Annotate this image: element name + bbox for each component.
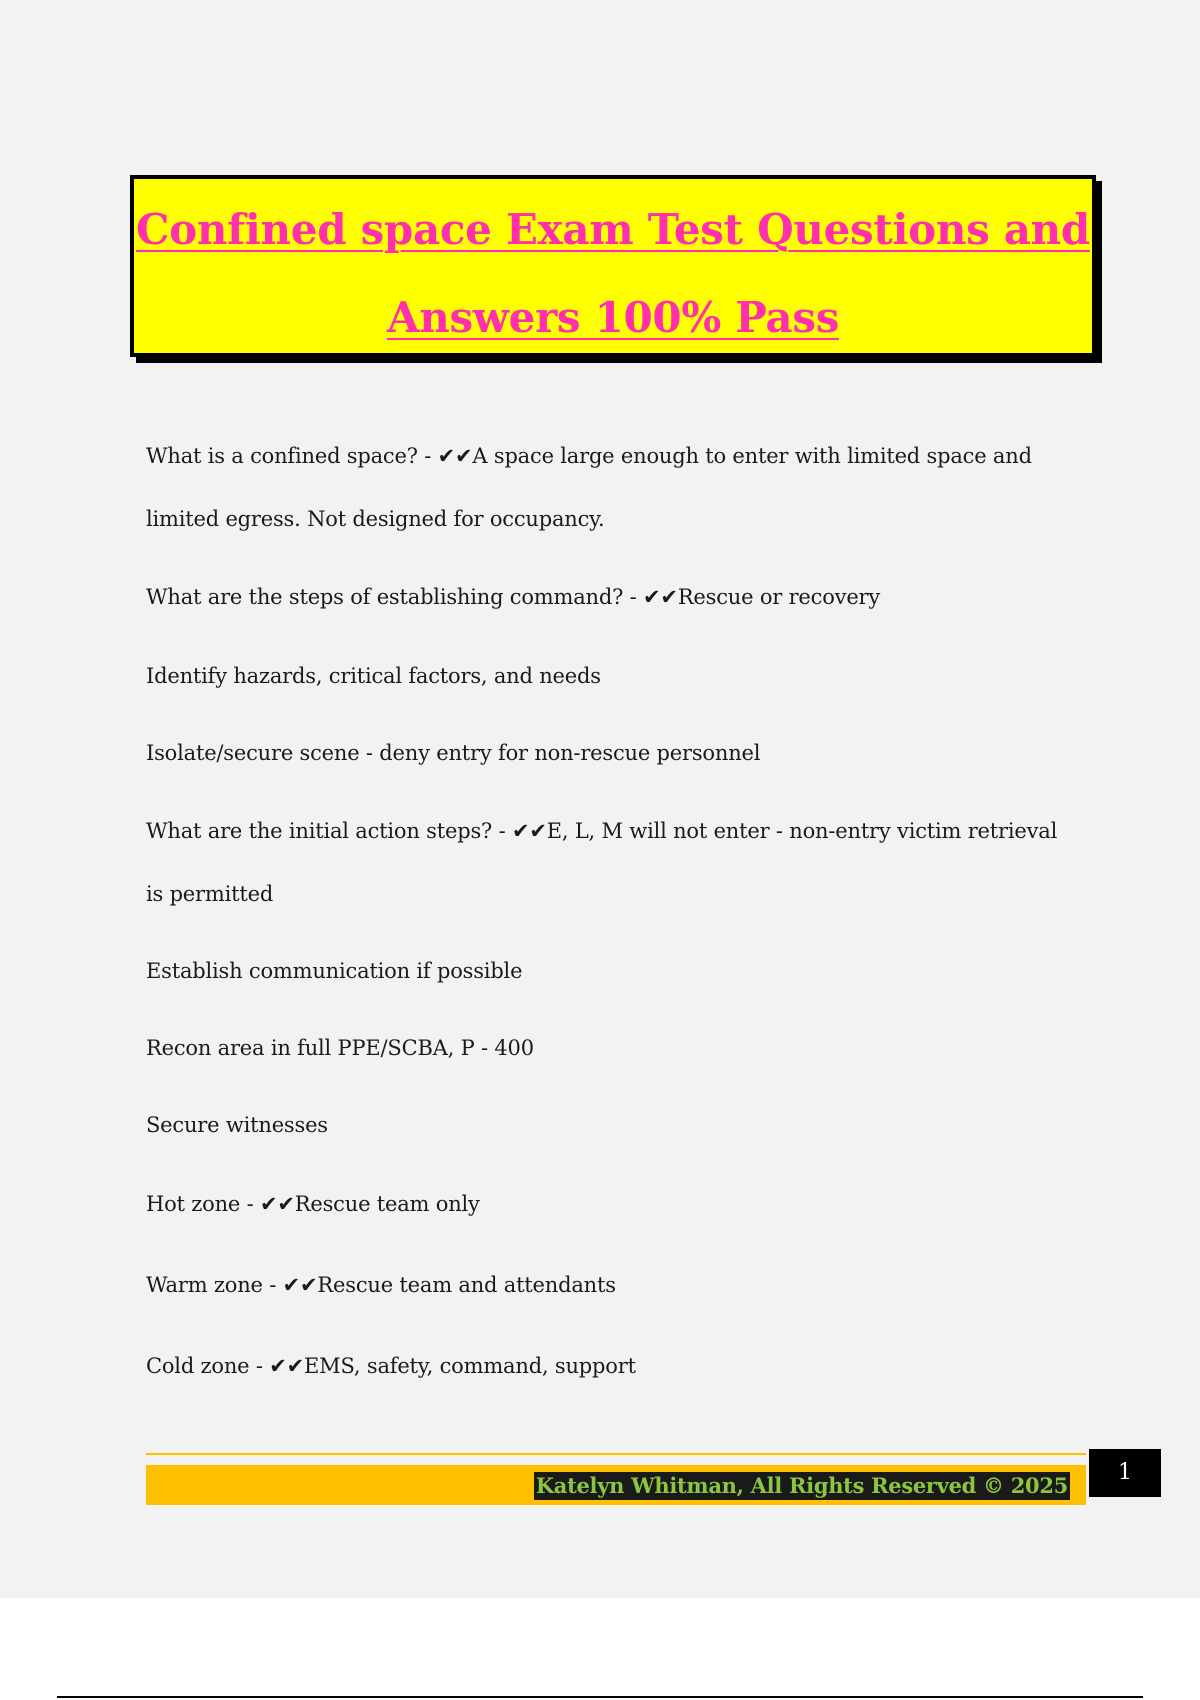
title-box <box>130 175 1096 357</box>
footer-divider <box>146 1453 1086 1455</box>
question-establishing-command: What are the steps of establishing command? - ✔✔Rescue or recovery <box>146 585 881 609</box>
footer-copyright: Katelyn Whitman, All Rights Reserved © 2025 <box>535 1473 1068 1498</box>
question-initial-action-steps: What are the initial action steps? - ✔✔E, L, M will not enter - non-entry victim retrieval <box>146 819 1058 843</box>
next-page-top-rule <box>57 1696 1143 1698</box>
answer-line: Establish communication if possible <box>146 959 523 983</box>
answer-line: Recon area in full PPE/SCBA, P - 400 <box>146 1036 534 1060</box>
answer-continuation: is permitted <box>146 882 274 906</box>
footer-bar <box>146 1465 1086 1505</box>
question-hot-zone: Hot zone - ✔✔Rescue team only <box>146 1192 480 1216</box>
answer-continuation: limited egress. Not designed for occupancy. <box>146 507 605 531</box>
answer-line: Identify hazards, critical factors, and needs <box>146 664 601 688</box>
answer-line: Secure witnesses <box>146 1113 328 1137</box>
question-warm-zone: Warm zone - ✔✔Rescue team and attendants <box>146 1273 616 1297</box>
document-title-line-1: Confined space Exam Test Questions and <box>136 205 1090 254</box>
page-number: 1 <box>1089 1449 1161 1497</box>
question-confined-space: What is a confined space? - ✔✔A space large enough to enter with limited space and <box>146 444 1032 468</box>
question-cold-zone: Cold zone - ✔✔EMS, safety, command, support <box>146 1354 636 1378</box>
document-title-line-2: Answers 100% Pass <box>386 293 840 342</box>
answer-line: Isolate/secure scene - deny entry for non-rescue personnel <box>146 741 761 765</box>
